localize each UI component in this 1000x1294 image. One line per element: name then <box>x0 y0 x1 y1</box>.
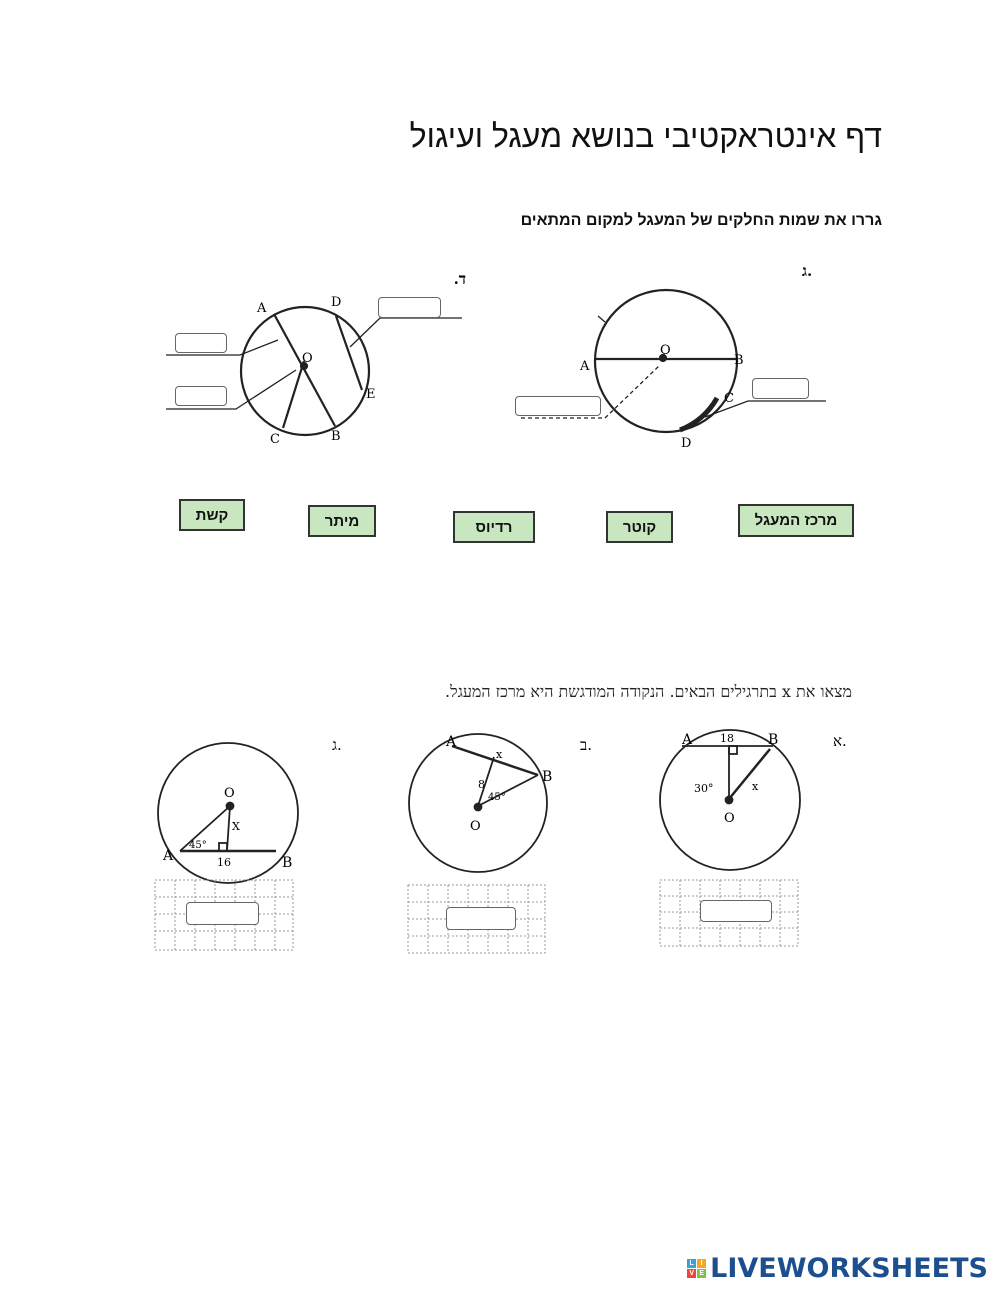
logo-text: LIVEWORKSHEETS <box>710 1253 988 1284</box>
exercise-c-x: X <box>232 820 240 833</box>
point-O-label: O <box>302 351 313 366</box>
find-x-diagrams <box>0 720 1000 970</box>
exercise-a-label: א. <box>833 732 847 750</box>
exercise-a-point-B: B <box>768 732 779 748</box>
answer-input-a[interactable] <box>700 900 772 922</box>
exercise-a-diagram <box>660 730 800 870</box>
exercise-a-point-A: A <box>682 732 693 748</box>
logo-blocks-icon: L I V E <box>687 1259 706 1278</box>
point-D2-label: D <box>681 436 692 451</box>
chip-center[interactable]: מרכז המעגל <box>738 504 854 537</box>
point-E-label: E <box>366 387 376 402</box>
point-A-label: A <box>257 301 267 316</box>
chip-radius[interactable]: רדיוס <box>453 511 535 543</box>
exercise-b-point-O: O <box>470 819 481 834</box>
point-B-label: B <box>331 429 341 444</box>
point-C2-label: C <box>724 391 734 406</box>
exercise-a-x: x <box>752 780 759 793</box>
exercise-c-base: 16 <box>217 856 231 869</box>
exercise-c-label: ג. <box>332 736 342 754</box>
point-A2-label: A <box>580 359 590 374</box>
exercise-b-diagram <box>409 734 547 872</box>
exercise-b-radius: 8 <box>478 778 485 791</box>
exercise-a-angle: 30° <box>694 782 714 795</box>
exercise-c-angle: 45° <box>189 840 207 851</box>
exercise-b-point-B: B <box>542 769 553 785</box>
diagram-d <box>166 307 462 435</box>
diagram-g-label: ג. <box>802 262 813 280</box>
drop-slot-chord-2[interactable] <box>378 297 441 318</box>
exercise-a-length: 18 <box>720 732 734 745</box>
answer-input-c[interactable] <box>186 902 259 925</box>
exercise-b-label: ב. <box>580 736 593 754</box>
exercise-c-point-O: O <box>224 786 235 801</box>
find-x-instruction: מצאו את x בתרגילים הבאים. הנקודה המודגשת היא מרכז המעגל. <box>445 682 852 701</box>
point-D-label: D <box>331 295 342 310</box>
exercise-a-point-O: O <box>724 811 735 826</box>
answer-input-b[interactable] <box>446 907 516 930</box>
exercise-c-point-A: A <box>163 848 174 864</box>
exercise-b-x: x <box>496 748 503 761</box>
diagram-d-label: ד. <box>453 270 466 288</box>
drop-slot-arc[interactable] <box>752 378 809 399</box>
point-O2-label: O <box>660 343 671 358</box>
chip-chord[interactable]: מיתר <box>308 505 376 537</box>
liveworksheets-logo <box>687 1253 988 1284</box>
exercise-b-point-A: A <box>446 734 457 750</box>
exercise-c-point-B: B <box>282 855 293 871</box>
chip-diameter[interactable]: קוטר <box>606 511 673 543</box>
drag-instruction: גררו את שמות החלקים של המעגל למקום המתאים <box>520 212 882 229</box>
drop-slot-chord-1[interactable] <box>175 333 227 353</box>
page-title: דף אינטראקטיבי בנושא מעגל ועיגול <box>409 118 882 154</box>
point-C-label: C <box>270 432 280 447</box>
drop-slot-center[interactable] <box>515 396 601 416</box>
chip-arc[interactable]: קשת <box>179 499 245 531</box>
drop-slot-radius[interactable] <box>175 386 227 406</box>
exercise-b-angle: 45° <box>488 792 506 803</box>
point-B2-label: B <box>734 353 744 368</box>
